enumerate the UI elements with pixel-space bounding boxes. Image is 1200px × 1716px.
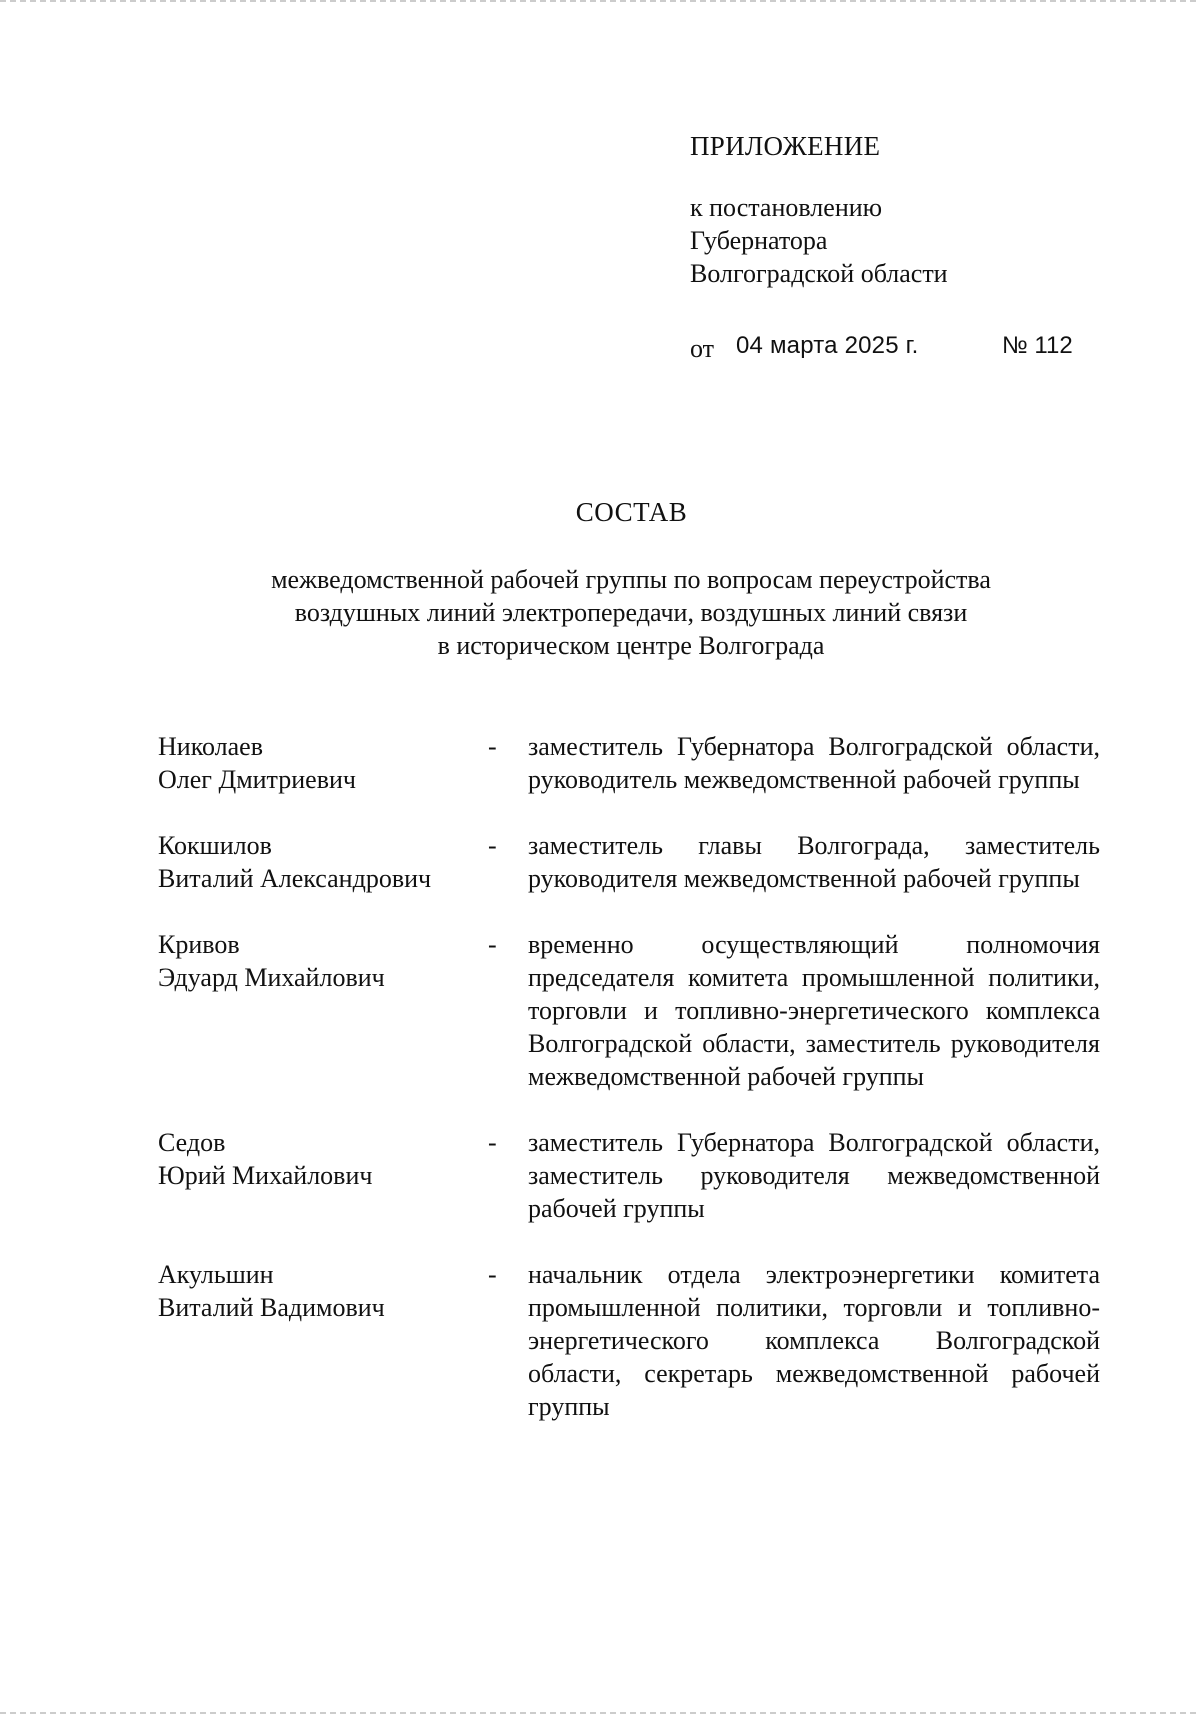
document-number: № 112 — [1002, 332, 1073, 359]
member-surname: Кривов — [158, 930, 240, 959]
appendix-title: ПРИЛОЖЕНИЕ — [690, 131, 881, 161]
scan-edge-bottom — [0, 1712, 1200, 1714]
member-role: временно осуществляющий полномочия председателя комитета промышленной политики, торговли и топливно-энергетического комплекса Волгоградской области, заместитель руководителя межведомственной рабочей группы — [528, 930, 1100, 1091]
document-subheading — [200, 563, 1062, 662]
member-entry — [158, 829, 1100, 895]
appendix-line: Волгоградской области — [690, 259, 948, 288]
member-role: заместитель главы Волгограда, заместитель руководителя межведомственной рабочей группы — [528, 831, 1100, 893]
member-given-names: Эдуард Михайлович — [158, 963, 385, 992]
member-name — [158, 928, 488, 994]
member-name — [158, 730, 488, 796]
member-given-names: Виталий Александрович — [158, 864, 432, 893]
appendix-block — [690, 130, 1170, 290]
member-dash: - — [488, 732, 497, 761]
appendix-line: к постановлению — [690, 193, 883, 222]
member-dash: - — [488, 1128, 497, 1157]
date-from-label: от — [690, 334, 715, 363]
member-entry — [158, 730, 1100, 796]
member-given-names: Олег Дмитриевич — [158, 765, 356, 794]
member-surname: Кокшилов — [158, 831, 272, 860]
subheading-line: воздушных линий электропередачи, воздушных линий связи — [294, 598, 968, 627]
document-date: 04 марта 2025 г. — [736, 332, 919, 359]
member-role: начальник отдела электроэнергетики комитета промышленной политики, торговли и топливно-энергетического комплекса Волгоградской области, секретарь межведомственной рабочей группы — [528, 1260, 1100, 1421]
member-given-names: Виталий Вадимович — [158, 1293, 385, 1322]
member-entry — [158, 928, 1100, 1093]
member-entry — [158, 1258, 1100, 1423]
member-role: заместитель Губернатора Волгоградской области, руководитель межведомственной рабочей группы — [528, 732, 1100, 794]
document-heading: СОСТАВ — [575, 497, 688, 527]
members-list — [158, 730, 1100, 1456]
member-name — [158, 829, 488, 895]
member-entry — [158, 1126, 1100, 1225]
appendix-line: Губернатора — [690, 226, 828, 255]
member-given-names: Юрий Михайлович — [158, 1161, 373, 1190]
member-role: заместитель Губернатора Волгоградской области, заместитель руководителя межведомственной рабочей группы — [528, 1128, 1100, 1223]
scan-edge-top — [0, 0, 1200, 2]
member-dash: - — [488, 831, 497, 860]
member-dash: - — [488, 930, 497, 959]
subheading-line: межведомственной рабочей группы по вопросам переустройства — [271, 565, 991, 594]
member-surname: Акульшин — [158, 1260, 274, 1289]
subheading-line: в историческом центре Волгограда — [437, 631, 825, 660]
document-dateline — [690, 334, 1090, 368]
member-surname: Седов — [158, 1128, 226, 1157]
member-name — [158, 1126, 488, 1192]
member-dash: - — [488, 1260, 497, 1289]
member-surname: Николаев — [158, 732, 263, 761]
member-name — [158, 1258, 488, 1324]
